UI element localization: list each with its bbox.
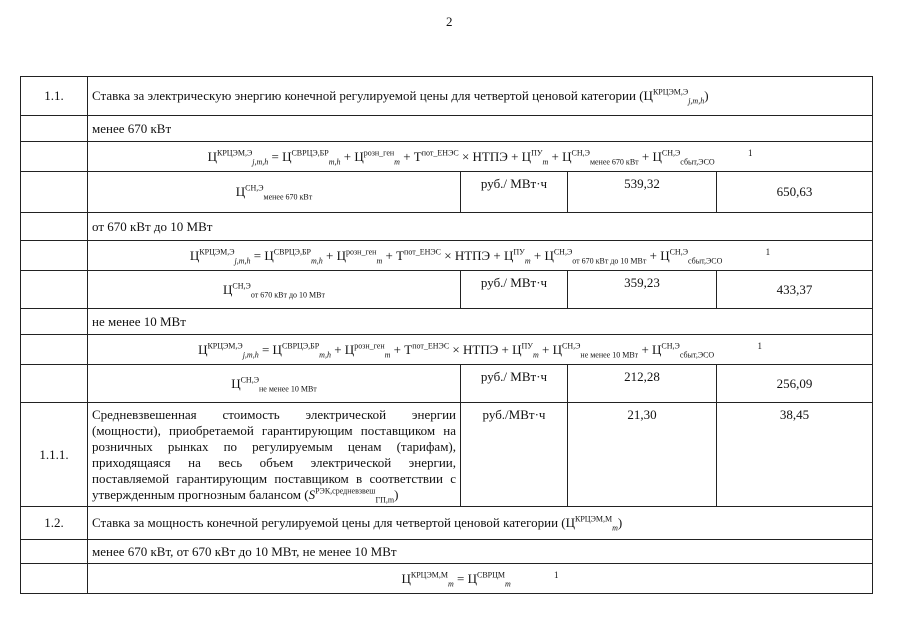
price-row [21,365,873,403]
formula-row [21,335,873,365]
unit-cell: руб./ МВт·ч [461,271,568,309]
section-label: от 670 кВт до 10 МВт [21,213,873,241]
value-cell: 21,30 [568,403,717,507]
formula-row [21,564,873,594]
unit-cell: руб./МВт·ч [461,403,568,507]
value-cell: 38,45 [717,403,873,507]
price-symbol: $Ц^{СН,Э}_{менее 670 кВт}$ [88,172,461,213]
formula: $Ц^{КРЦЭМ,Э}_{j,m,h} = Ц^{СВРЦЭ,БР}_{m,h} + Ц^{розн\_ген}_m + Т^{пот\_ЕНЭС}$ × НТПЭ + $Ц^{ПУ}_m + Ц^{СН,Э}_{не менее 10 МВт} + Ц^{СН,Э}_{сбыт,ЭСО}$ $^1$ [88,335,873,365]
row-1-2 [21,507,873,540]
row-1-1 [21,77,873,116]
formula-row [21,241,873,271]
section-label: не менее 10 МВт [21,309,873,335]
row-title: Ставка за электрическую энергию конечной регулируемой цены для четвертой ценовой категории $(Ц^{КРЦЭМ,Э}_{j,m,h})$ [88,77,873,116]
formula: $Ц^{КРЦЭМ,Э}_{j,m,h} = Ц^{СВРЦЭ,БР}_{m,h} + Ц^{розн\_ген}_m + Т^{пот\_ЕНЭС}$ × НТПЭ + $Ц^{ПУ}_m + Ц^{СН,Э}_{от 670 кВт до 10 МВт} + Ц^{СН,Э}_{сбыт,ЭСО}$ $^1$ [88,241,873,271]
value-cell: 650,63 [717,172,873,213]
row-number: 1.1. [21,77,88,116]
price-row [21,172,873,213]
page-number: 2 [446,14,453,29]
row-number: 1.2. [21,507,88,540]
unit-cell: руб./ МВт·ч [461,172,568,213]
price-symbol: $Ц^{СН,Э}_{от 670 кВт до 10 МВт}$ [88,271,461,309]
section-label: менее 670 кВт, от 670 кВт до 10 МВт, не менее 10 МВт [21,540,873,564]
value-cell: 212,28 [568,365,717,403]
section-label: менее 670 кВт [21,116,873,142]
formula: $Ц^{КРЦЭМ,М}_m = Ц^{СВРЦМ}_m$ $^1$ [88,564,873,594]
unit-cell: руб./ МВт·ч [461,365,568,403]
tariff-table [20,76,873,594]
formula-row [21,142,873,172]
value-cell: 539,32 [568,172,717,213]
formula: $Ц^{КРЦЭМ,Э}_{j,m,h} = Ц^{СВРЦЭ,БР}_{m,h} + Ц^{розн\_ген}_m + Т^{пот\_ЕНЭС}$ × НТПЭ + $Ц^{ПУ}_m + Ц^{СН,Э}_{менее 670 кВт} + Ц^{СН,Э}_{сбыт,ЭСО}$ $^1$ [88,142,873,172]
value-cell: 256,09 [717,365,873,403]
price-row [21,271,873,309]
value-cell: 359,23 [568,271,717,309]
row-title: Ставка за мощность конечной регулируемой цены для четвертой ценовой категории $(Ц^{КРЦЭМ,М}_m)$ [88,507,873,540]
row-number: 1.1.1. [21,403,88,507]
row-description: Средневзвешенная стоимость электрической энергии (мощности), приобретаемой гарантирующим поставщиком на розничных рынках по регулируемым ценам (тарифам), приходящаяся на весь объем электрической энергии, поставляемой гарантирующим поставщиком в соответствии с утвержденным прогнозным балансом $(S^{РЭК,средневзвеш}_{ГП,m})$ [88,403,461,507]
row-1-1-1 [21,403,873,507]
price-symbol: $Ц^{СН,Э}_{не менее 10 МВт}$ [88,365,461,403]
value-cell: 433,37 [717,271,873,309]
